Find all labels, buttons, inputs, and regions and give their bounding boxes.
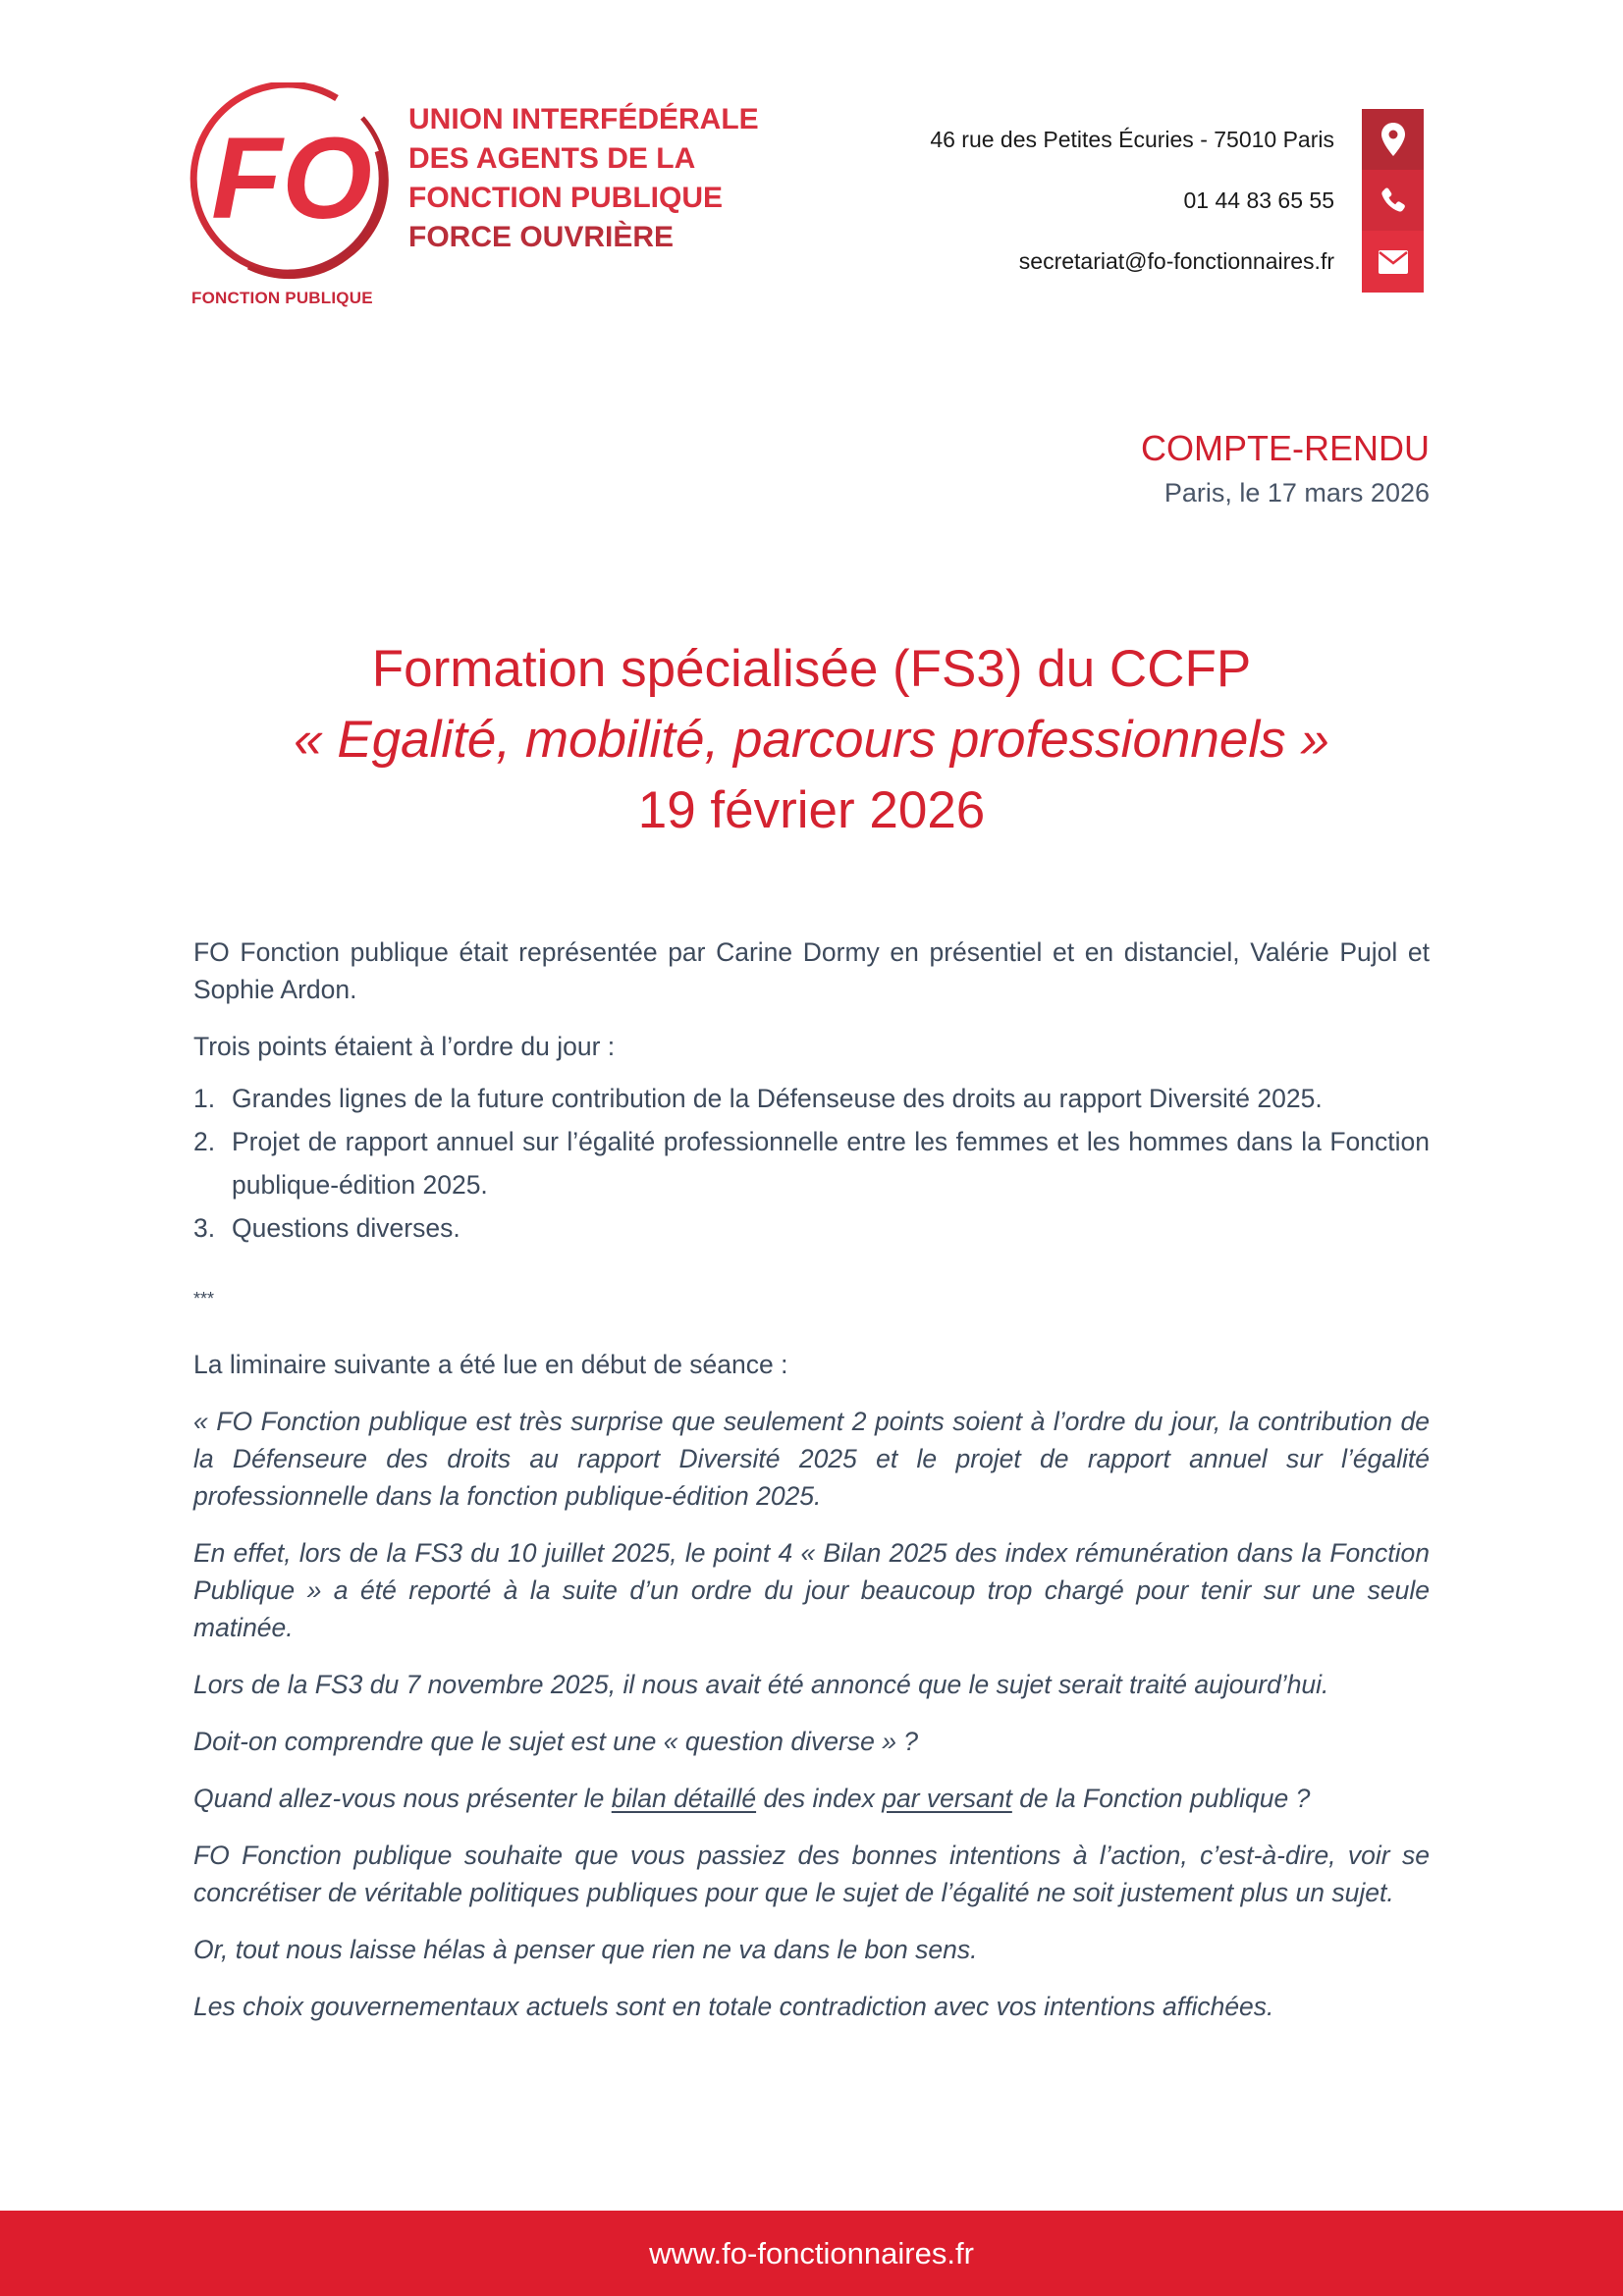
agenda-item xyxy=(193,1077,1430,1120)
section-separator: *** xyxy=(193,1289,215,1308)
underlined-text: par versant xyxy=(882,1784,1012,1813)
quote-text: de la Fonction publique ? xyxy=(1011,1784,1311,1813)
map-pin-icon xyxy=(1362,109,1424,170)
quote-paragraph: En effet, lors de la FS3 du 10 juillet 2025, le point 4 « Bilan 2025 des index rémunération dans la Fonction Publique » a été reporté à la suite d’un ordre du jour beaucoup trop chargé pour tenir sur une seule matinée. xyxy=(193,1538,1430,1642)
mail-icon xyxy=(1362,231,1424,293)
underlined-text: bilan détaillé xyxy=(611,1784,757,1813)
document-type: COMPTE-RENDU xyxy=(1141,428,1430,468)
quote-paragraph xyxy=(193,1780,1430,1817)
quote-text: des index xyxy=(756,1784,883,1813)
agenda-item xyxy=(193,1120,1430,1206)
contact-info xyxy=(930,109,1334,292)
intro-paragraph: FO Fonction publique était représentée par Carine Dormy en présentiel et en distanciel, Valérie Pujol et Sophie Ardon. xyxy=(193,937,1430,1004)
agenda-text: Projet de rapport annuel sur l’égalité professionnelle entre les femmes et les hommes dans la Fonction publique-édition 2025. xyxy=(232,1127,1430,1200)
liminaire-intro: La liminaire suivante a été lue en début de séance : xyxy=(193,1350,788,1379)
document-date: Paris, le 17 mars 2026 xyxy=(1163,478,1430,507)
quote-paragraph: Or, tout nous laisse hélas à penser que rien ne va dans le bon sens. xyxy=(193,1935,978,1964)
agenda-intro: Trois points étaient à l’ordre du jour : xyxy=(193,1032,616,1061)
contact-icons xyxy=(1362,109,1424,293)
org-name-line: FORCE OUVRIÈRE xyxy=(408,221,675,253)
org-name-line: UNION INTERFÉDÉRALE xyxy=(408,103,759,135)
quote-paragraph: Lors de la FS3 du 7 novembre 2025, il nous avait été annoncé que le sujet serait traité aujourd’hui. xyxy=(193,1670,1329,1699)
title-line-1: Formation spécialisée (FS3) du CCFP xyxy=(371,640,1252,698)
contact-address: 46 rue des Petites Écuries - 75010 Paris xyxy=(930,127,1334,152)
fo-logo xyxy=(189,82,396,313)
logo-monogram: FO xyxy=(211,114,372,243)
footer-website-link[interactable]: www.fo-fonctionnaires.fr xyxy=(649,2235,974,2270)
phone-icon xyxy=(1362,170,1424,231)
contact-phone[interactable]: 01 44 83 65 55 xyxy=(1183,187,1334,213)
quote-paragraph: FO Fonction publique souhaite que vous passiez des bonnes intentions à l’action, c’est-à-dire, voir se concrétiser de véritable politiques publiques pour que le sujet de l’égalité ne soit justement plus un sujet. xyxy=(193,1841,1430,1907)
footer-band xyxy=(0,2211,1623,2296)
agenda-item xyxy=(193,1206,1430,1250)
quote-paragraph: « FO Fonction publique est très surprise que seulement 2 points soient à l’ordre du jour, la contribution de la Défenseure des droits au rapport Diversité 2025 et le projet de rapport annuel sur l’égalité professionnelle dans la fonction publique-édition 2025. xyxy=(193,1407,1430,1511)
agenda-number: 3. xyxy=(193,1213,216,1243)
agenda-list xyxy=(193,1077,1430,1250)
agenda-number: 1. xyxy=(193,1084,216,1113)
contact-email[interactable]: secretariat@fo-fonctionnaires.fr xyxy=(1018,248,1334,274)
document-title xyxy=(193,634,1430,846)
quote-text: Quand allez-vous nous présenter le xyxy=(193,1784,612,1813)
org-name-line: DES AGENTS DE LA xyxy=(408,142,696,175)
org-name-line: FONCTION PUBLIQUE xyxy=(408,182,723,214)
agenda-number: 2. xyxy=(193,1127,216,1156)
title-line-2: « Egalité, mobilité, parcours professionnels » xyxy=(294,711,1329,769)
fo-circle-logo-icon xyxy=(189,82,396,284)
agenda-text: Grandes lignes de la future contribution de la Défenseuse des droits au rapport Diversité 2025. xyxy=(232,1084,1323,1113)
document-body xyxy=(193,934,1430,2045)
logo-caption: FONCTION PUBLIQUE xyxy=(191,289,373,307)
quote-paragraph: Doit-on comprendre que le sujet est une « question diverse » ? xyxy=(193,1727,919,1756)
title-line-3: 19 février 2026 xyxy=(637,781,986,839)
quote-paragraph: Les choix gouvernementaux actuels sont en totale contradiction avec vos intentions affichées. xyxy=(193,1992,1274,2021)
agenda-text: Questions diverses. xyxy=(232,1213,460,1243)
liminaire-quote xyxy=(193,1403,1430,2025)
organization-name xyxy=(408,100,759,257)
